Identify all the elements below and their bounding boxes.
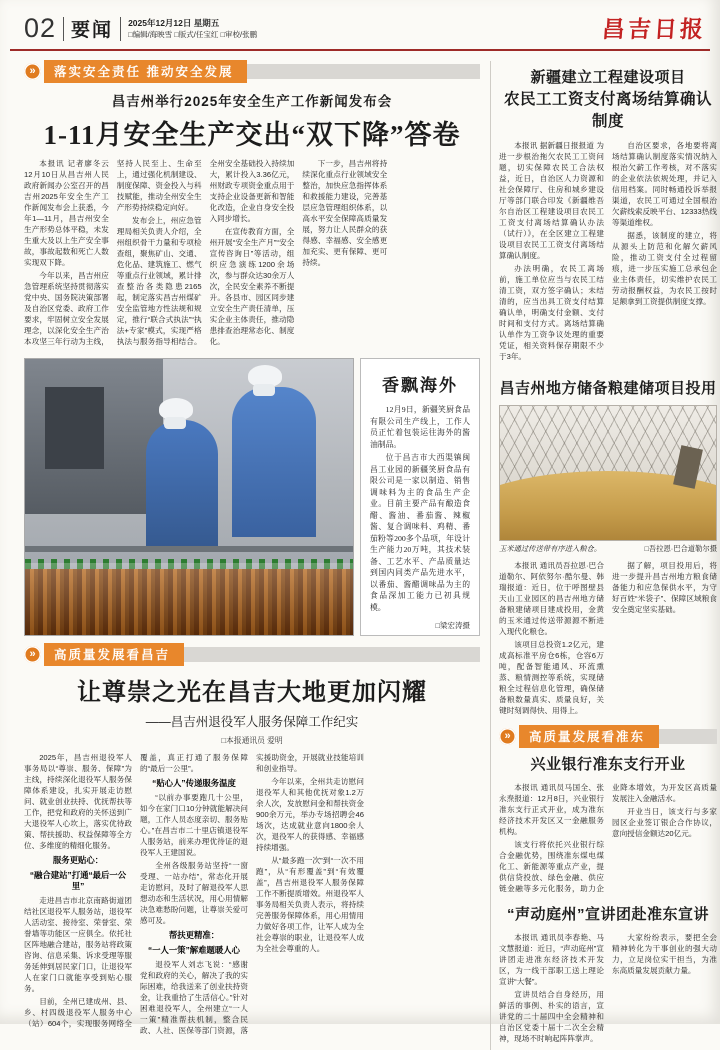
worker-mask	[164, 417, 186, 429]
banner-changji-label: 高质量发展看昌吉	[44, 643, 184, 666]
paragraph: 今年以来，昌吉州应急管理系统坚持贯彻落实党中央、国务院决策部署及自治区党委、政府工作要求，牢固树立安全发展理念，以深化安全生产治本攻坚三年行动为主线，坚持人民至上、生命至上，通过强化机制建设、制度保障、资金投入与科技赋能，推动全州安全生产形势持续稳定向好。	[24, 159, 202, 346]
speech-article-body	[499, 932, 717, 1050]
section-name: 要闻	[71, 20, 114, 41]
chevron-icon: »	[24, 646, 41, 663]
grain-caption-row	[499, 544, 717, 554]
paragraph: 在宣传教育方面，全州开展“安全生产月”“安全宣传咨询日”等活动，组织应急演练1200余场次，参与群众达30余万人次，全民安全素养不断提升。各县市、园区同步建立安全生产责任清单，压实企业主体责任，推动隐患排查治理常态化、制度化。	[209, 227, 295, 346]
paragraph: 本报讯 通讯员李春艳、马文慧报道：近日，“声动庭州”宣讲团走进准东经济技术开发区，为一线干部职工送上理论宣讲“大餐”。	[499, 932, 604, 986]
paragraph: 12月9日，新疆笑厨食品有限公司生产线上，工作人员正忙着包装运往海外的酱油制品。	[370, 405, 470, 449]
paragraph: 大家纷纷表示，要把全会精神转化为干事创业的强大动力，立足岗位实干担当，为准东高质量发展贡献力量。	[612, 932, 717, 975]
paragraph: 目前，全州已建成州、县、乡、村四级退役军人服务中心（站）604个，实现服务网络全覆盖，真正打通了服务保障的“最后一公里”。	[24, 753, 248, 1028]
paragraph: 开业当日，该支行与多家园区企业签订银企合作协议，意向授信金额达20亿元。	[612, 807, 717, 839]
wages-headline	[499, 67, 717, 134]
paragraph: “以前办事要跑几十公里，如今在家门口10分钟就能解决问题，工作人员态度亲切、服务贴心。”在昌吉市二十里店镇退役军人服务站，前来办理优待证的退役军人王建国说。	[140, 793, 248, 857]
main-headline: 1-11月安全生产交出“双下降”答卷	[43, 120, 461, 150]
wages-headline-line1: 新疆建立工程建设项目	[530, 69, 686, 86]
worker-figure	[232, 387, 316, 537]
paragraph: 据悉，该制度的建立，将从源头上防范和化解欠薪风险，推动工资支付全过程留痕，进一步压实施工总承包企业主体责任，切实维护农民工劳动报酬权益，为农民工按时足额拿到工资提供制度支撑。	[612, 230, 717, 306]
inset-title: 香飘海外	[382, 376, 458, 395]
paragraph: 下一步，昌吉州将持续深化重点行业领域安全整治，加快应急指挥体系和救援能力建设，完善基层应急管理组织体系，以高水平安全保障高质量发展，努力让人民群众的获得感、幸福感、安全感更加充实、更有保障、更可持续。	[302, 159, 388, 267]
paragraph: 退役军人刘志飞说：“感谢党和政府的关心，解决了我的实际困难，给我送来了创业扶持资金，让我重拾了生活信心。”针对困难退役军人，全州建立“一人一策”精准帮扶机制，整合民政、人社、医保等部门资源，落实援助资金，开展就业技能培训和创业指导。	[140, 753, 364, 1035]
paragraph: 本报讯 通讯员马国全、张永焘报道：12月8日，兴业银行准东支行正式开业，成为准东经济技术开发区又一金融服务机构。	[499, 783, 604, 837]
main-column	[24, 57, 480, 1050]
article-kicker: 昌吉州举行2025年安全生产工作新闻发布会	[111, 94, 393, 109]
paragraph: 本报讯 据新疆日报报道 为进一步根治拖欠农民工工资问题，切实保障农民工合法权益，近日，自治区人力资源和社会保障厅、住房和城乡建设厅等部门联合印发《新疆维吾尔自治区工程建设项目农民工工资支付离场结算确认办法（试行）》，在全区建立工程建设项目农民工工资支付离场结算确认制度。	[499, 140, 604, 260]
paragraph: 位于昌吉市大西渠镇闽昌工业园的新疆笑厨食品有限公司是一家以制造、销售调味料为主的食品生产企业。目前主要产品有酿造食醋、酱油、番茄酱、辣椒酱、复合调味料、鸡精、番茄粉等200多个品项，年设计生产能力20万吨，其技术装备、工艺水平、产品质量达到国内同类产品先进水平，以番茄、酱醋调味品为主的食品深加工能力已初具规模。	[370, 453, 470, 612]
grain-warehouse-photo	[499, 405, 717, 541]
paragraph: “一人一策”解难题暖人心	[147, 945, 241, 955]
veterans-subhead: ——昌吉州退役军人服务保障工作纪实	[145, 715, 359, 729]
banner-zhundong	[499, 726, 717, 746]
paragraph: “贴心人”传递服务温度	[152, 778, 236, 788]
banner-gray-bar	[247, 64, 480, 79]
grain-article-body	[499, 560, 717, 718]
machine-shape	[45, 387, 104, 470]
paragraph: 宣讲员结合自身经历，用鲜活的事例、朴实的语言，宣讲党的二十届四中全会精神和自治区党委十届十二次全会精神，现场不时响起阵阵掌声。	[499, 989, 604, 1043]
photo-credit: □吾拉恩·巴合道勒尔摄	[644, 544, 717, 554]
factory-photo	[24, 358, 354, 636]
banner-changji	[24, 644, 480, 664]
veterans-byline: □本报通讯员 爱明	[221, 736, 283, 745]
chevron-icon: »	[499, 728, 516, 745]
date-line: 2025年12月12日 星期五	[128, 17, 220, 28]
paragraph: 本报讯 记者廖冬云 12月10日从昌吉州人民政府新闻办公室召开的昌吉州2025年安全生产工作新闻发布会上获悉，今年1—11月，昌吉州安全生产形势总体平稳，未发生重大及以上生产安全事故，事故起数和死亡人数实现双下降。	[24, 159, 109, 267]
paragraph: 办法明确，农民工离场前，施工单位应当与农民工结清工资，双方签字确认；未结清的，应当出具工资支付结算确认单，明确支付金额、支付时间和支付方式。离场结算确认单作为工资争议处理的重要凭证，相关资料保存期限不少于3年。	[499, 263, 604, 361]
photo-feature-row	[24, 358, 480, 636]
paragraph: 2025年，昌吉州退役军人事务局以“尊崇、服务、保障”为主线，持续深化退役军人服务保障体系建设，扎实开展走访慰问、就业创业扶持、优抚帮扶等工作，把党和政府的关怀送到广大退役军人心坎上，落实优待政策、帮扶援助、权益保障等全方位、多维度的精细化服务。	[24, 753, 132, 850]
paragraph: 全州各级服务站坚持“一窗受理、一站办结”，常态化开展走访慰问，及时了解退役军人思想动态和生活状况，用心用情解决急难愁盼问题，让尊崇关爱可感可及。	[140, 861, 248, 925]
paragraph: 自治区要求，各地要将离场结算确认制度落实情况纳入根治欠薪工作考核，对不落实的企业依法依规处理，并记入信用档案。同时畅通投诉举报渠道，农民工可通过全国根治欠薪线索反映平台、12333热线等渠道维权。	[612, 140, 717, 227]
banner-zhundong-label: 高质量发展看准东	[519, 725, 659, 748]
column-divider	[490, 61, 491, 1050]
page-header	[0, 0, 720, 46]
conveyor-belt	[25, 546, 353, 552]
bank-headline: 兴业银行准东支行开业	[530, 756, 686, 774]
divider	[63, 17, 64, 41]
worker-figure	[146, 420, 218, 550]
veterans-headline: 让尊崇之光在昌吉大地更加闪耀	[77, 679, 427, 706]
page-number: 02	[24, 13, 57, 43]
worker-mask	[253, 384, 275, 396]
masthead-logo: 昌吉日报	[600, 16, 707, 43]
speech-headline: “声动庭州”宣讲团赴准东宣讲	[506, 906, 709, 924]
paragraph: 帮扶更精准：	[168, 930, 220, 940]
veterans-article-body	[24, 752, 480, 1046]
paragraph: 该项目总投资1.2亿元，建成高标准平房仓6栋，仓容6万吨，配备智能通风、环流熏蒸、粮情测控等系统，实现储粮全过程信息化管理，确保储备粮数量真实、质量良好，关键时刻调得快、用得上。	[499, 640, 604, 716]
paragraph: 发布会上，州应急管理局相关负责人介绍，全州组织骨干力量和专项检查组，聚焦矿山、交通、危化品、建筑施工、燃气等重点行业领域，累计排查整治各类隐患2165起，制定落实昌吉州煤矿安全监管地方性法规和规定，推行“联合式执法”“执法+专家”模式，实现严格执法与服务指导相结合。全州安全基础投入持续加大，累计投入3.36亿元，州财政专项资金重点用于支持企业设备更新和智能化改造，企业自身安全投入同步增长。	[116, 159, 295, 346]
wages-headline-line2: 农民工工资支付离场结算确认制度	[503, 90, 712, 131]
paragraph: 据了解，项目投用后，将进一步提升昌吉州地方粮食储备能力和应急保供水平，为守好百姓“米袋子”、保障区域粮食安全奠定坚实基础。	[612, 561, 717, 615]
paragraph: “融合建站”打通“最后一公里”	[29, 870, 127, 891]
photo-caption: 玉米通过传送带有序进入粮仓。	[499, 544, 602, 554]
inset-text	[370, 404, 470, 615]
paragraph: 服务更贴心：	[52, 855, 104, 865]
banner-safety-label: 落实安全责任 推动安全发展	[44, 60, 247, 83]
photo-credit: □梁宏涛摄	[435, 621, 470, 630]
photo-shading	[25, 563, 353, 635]
banner-safety	[24, 61, 480, 81]
paragraph: 从“最多跑一次”到“一次不用跑”，从“有形覆盖”到“有效覆盖”，昌吉州退役军人服务保障工作不断提质增效。州退役军人事务局相关负责人表示，将持续完善服务保障体系，用心用情用力做好各项工作，让军人成为全社会尊崇的职业，让退役军人成为全社会尊重的人。	[256, 856, 364, 953]
main-article-body	[24, 158, 480, 350]
grain-headline: 昌吉州地方储备粮建储项目投用	[499, 379, 717, 397]
paragraph: 该支行将依托兴业银行综合金融优势，围绕准东煤电煤化工、新能源等重点产业，提供信贷投放、绿色金融、供应链金融等多元化服务，助力企业降本增效，为开发区高质量发展注入金融活水。	[499, 783, 717, 894]
paragraph: 今年以来，全州共走访慰问退役军人和其他优抚对象1.2万余人次，发放慰问金和帮扶资金900余万元，举办专场招聘会46场次，达成就业意向1800余人次，退役军人的获得感、幸福感持续增强。	[256, 777, 364, 852]
photo-inset-box	[360, 358, 480, 636]
wages-article-body	[499, 140, 717, 368]
bank-article-body	[499, 782, 717, 894]
side-column	[499, 57, 717, 1050]
paragraph: 走进昌吉市北京南路街道团结社区退役军人服务站，退役军人活动室、接待室、荣誉室、荣誉墙等功能区一应俱全。依托社区阵地融合建站，服务站将政策咨询、信息采集、诉求受理等服务延伸到居民家门口，让退役军人在家门口就能享受到贴心服务。	[24, 896, 132, 993]
date-block	[120, 17, 257, 41]
banner-gray-bar	[184, 647, 480, 662]
banner-gray-bar	[659, 729, 717, 744]
paragraph: 本报讯 通讯员吾拉恩·巴合道勒尔、阿依努尔·酷尔曼、韩瑞报道：近日，位于呼图壁县天山工业园区的昌吉州地方储备粮建储项目建成投用，金黄的玉米通过传送带源源不断进入现代化粮仓。	[499, 561, 604, 637]
staff-line: □编辑/海映雪 □版式/任宝红 □审校/张鹏	[128, 30, 258, 40]
chevron-icon: »	[24, 63, 41, 80]
